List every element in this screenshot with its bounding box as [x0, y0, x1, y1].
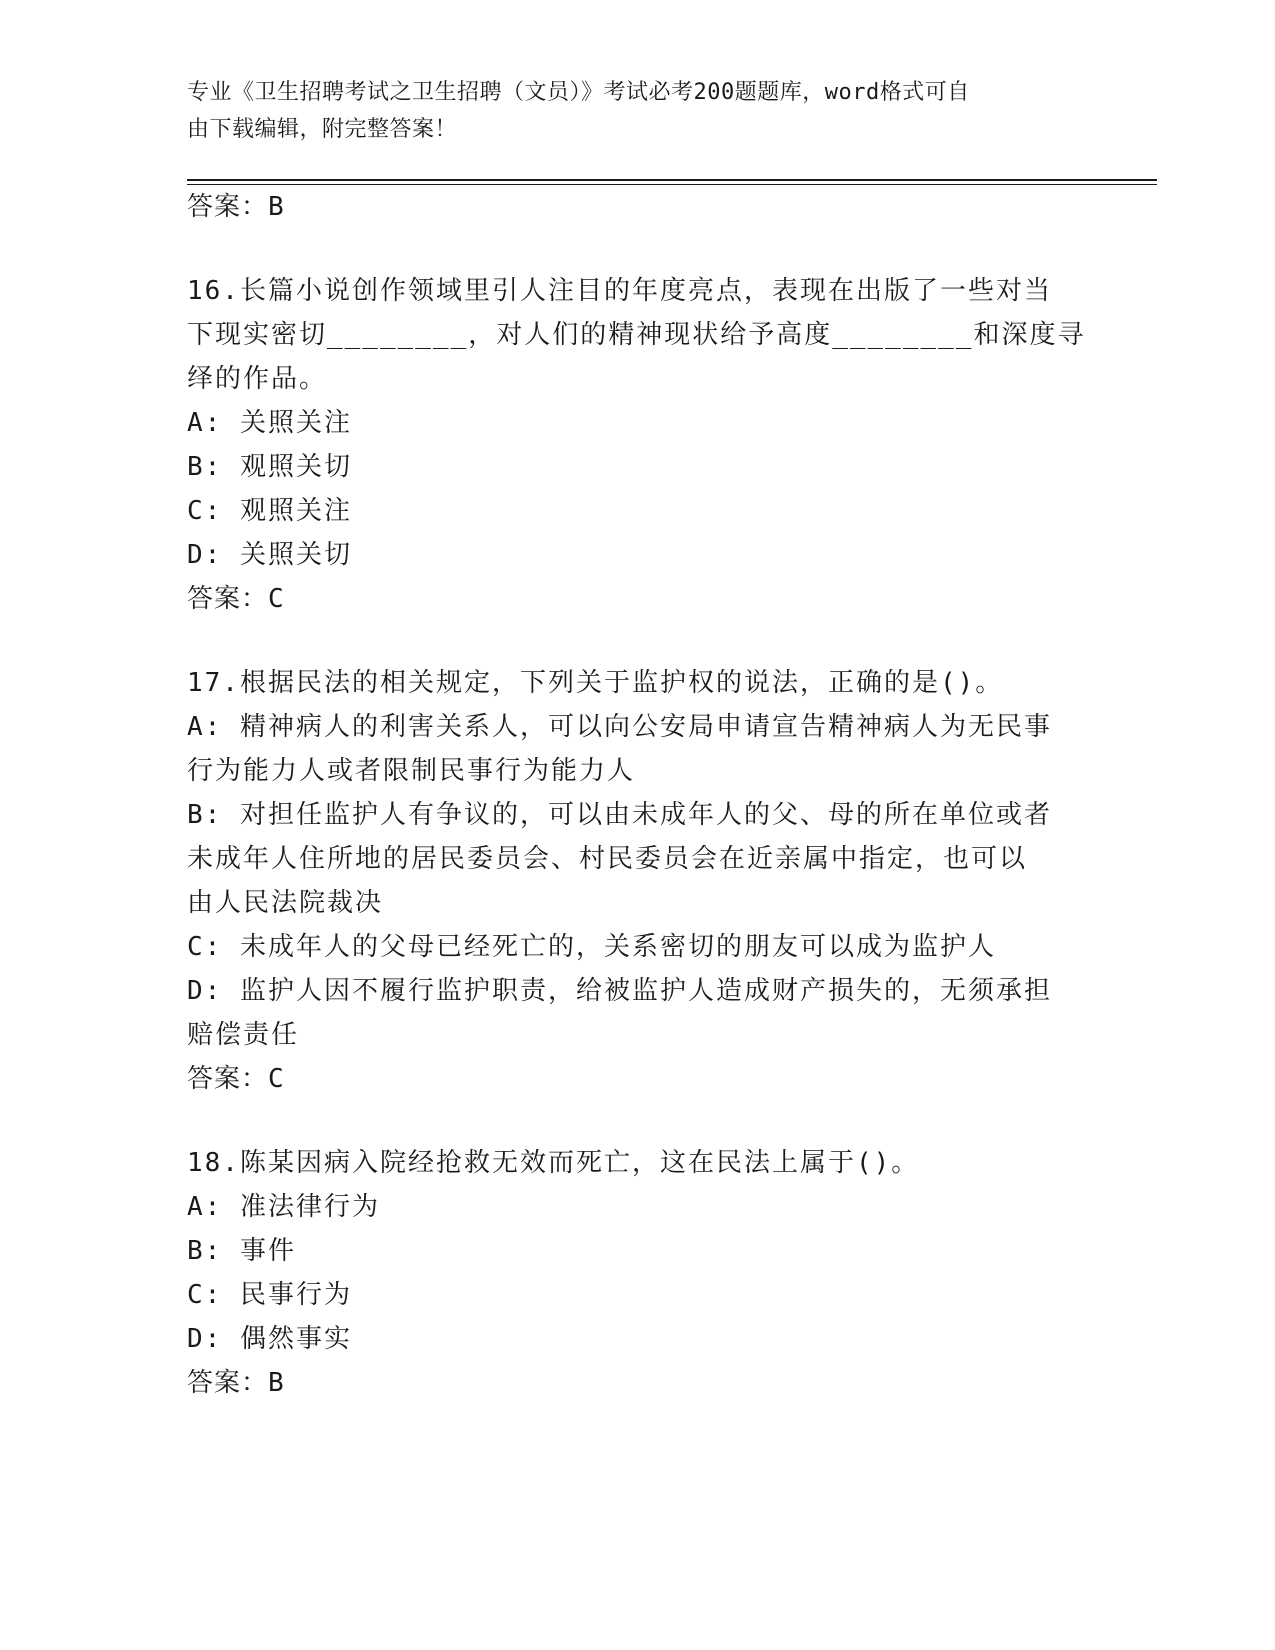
q18-option-b: B: 事件: [187, 1236, 296, 1266]
q18-option-a: A: 准法律行为: [187, 1192, 380, 1222]
q17-stem: 17.根据民法的相关规定，下列关于监护权的说法，正确的是()。: [187, 668, 1004, 698]
q17-option-a-line-2: 行为能力人或者限制民事行为能力人: [187, 756, 636, 786]
q16-option-a: A: 关照关注: [187, 408, 352, 438]
q17-option-d-line-2: 赔偿责任: [187, 1020, 300, 1050]
q17-option-b-line-2: 未成年人住所地的居民委员会、村民委员会在近亲属中指定，也可以: [187, 844, 1028, 874]
q17-option-d-line-1: D: 监护人因不履行监护职责，给被监护人造成财产损失的，无须承担: [187, 976, 1052, 1006]
q17-option-a-line-1: A: 精神病人的利害关系人，可以向公安局申请宣告精神病人为无民事: [187, 712, 1052, 742]
q18-option-d: D: 偶然事实: [187, 1324, 352, 1354]
answer-previous: 答案：B: [187, 192, 285, 222]
q16-answer: 答案：C: [187, 584, 285, 614]
q17-option-b-line-3: 由人民法院裁决: [187, 888, 384, 918]
q16-stem-line-2: 下现实密切________，对人们的精神现状给予高度________和深度寻: [187, 320, 1086, 350]
header-divider-thick: [187, 179, 1157, 181]
q16-option-b: B: 观照关切: [187, 452, 352, 482]
q18-stem: 18.陈某因病入院经抢救无效而死亡，这在民法上属于()。: [187, 1148, 920, 1178]
q16-option-d: D: 关照关切: [187, 540, 352, 570]
header-divider-thin: [187, 184, 1157, 185]
header-line-1: 专业《卫生招聘考试之卫生招聘（文员）》考试必考200题题库，word格式可自: [187, 80, 970, 105]
q18-answer: 答案：B: [187, 1368, 285, 1398]
q16-stem-line-1: 16.长篇小说创作领域里引人注目的年度亮点，表现在出版了一些对当: [187, 276, 1052, 306]
document-page: [187, 0, 1157, 1650]
q17-option-c: C: 未成年人的父母已经死亡的，关系密切的朋友可以成为监护人: [187, 932, 996, 962]
q17-option-b-line-1: B: 对担任监护人有争议的，可以由未成年人的父、母的所在单位或者: [187, 800, 1052, 830]
q18-option-c: C: 民事行为: [187, 1280, 352, 1310]
q17-answer: 答案：C: [187, 1064, 285, 1094]
q16-stem-line-3: 绎的作品。: [187, 364, 328, 394]
header-line-2: 由下载编辑，附完整答案！: [187, 117, 458, 142]
q16-option-c: C: 观照关注: [187, 496, 352, 526]
document-header: [187, 74, 1067, 148]
